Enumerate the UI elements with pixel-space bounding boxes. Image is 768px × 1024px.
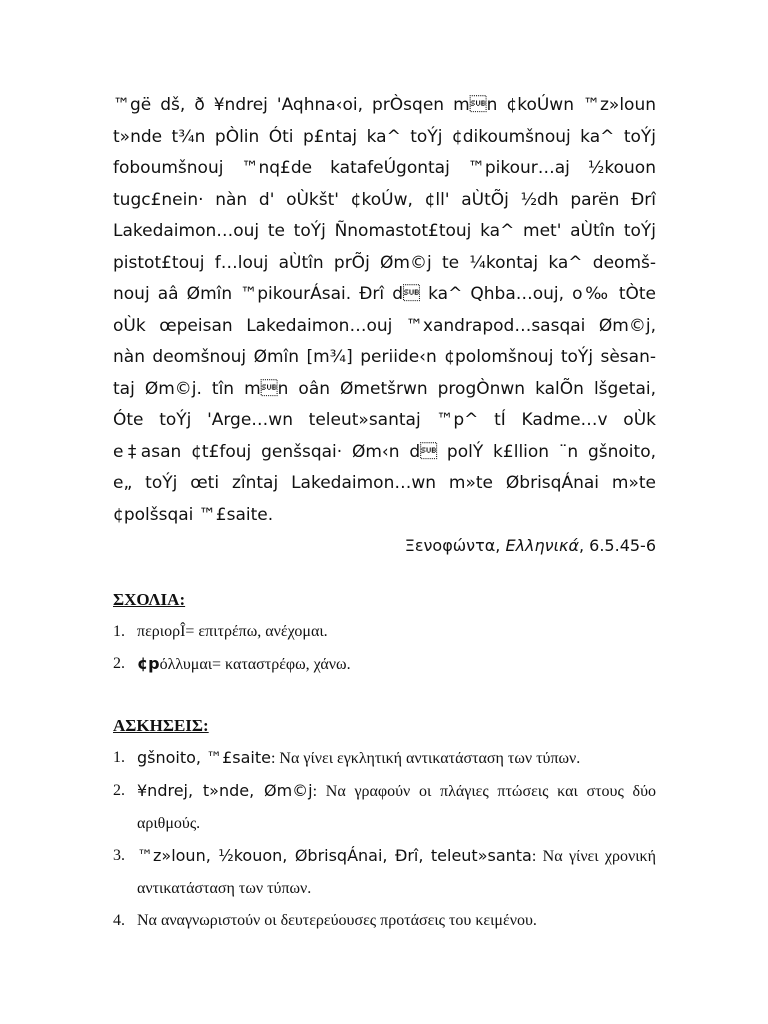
exercise-item bbox=[113, 742, 656, 775]
source-ref: , 6.5.45-6 bbox=[578, 536, 656, 555]
passage-line: e„ toÝj œti zîntaj Lakedaimon…wn m»te ØbrisqÁnai m»te bbox=[113, 473, 656, 493]
exercise-terms: gšnoito, ™£saite bbox=[137, 748, 271, 767]
exercise-terms: ¥ndrej, t»nde, Øm©j bbox=[137, 781, 313, 800]
passage-line: pistot£touj f…louj aÙtîn prÕj Øm©j te ¼kontaj ka^ deomš- bbox=[113, 252, 656, 273]
passage-line: ™gë dš, ð ¥ndrej 'Aqhna‹oi, prÒsqen mn ¢koÚwn ™z»loun bbox=[113, 95, 656, 115]
scholia-heading: ΣΧΟΛΙΑ: bbox=[113, 590, 186, 609]
passage-line: tugc£nein· nàn d' oÙkšt' ¢koÚw, ¢ll' aÙtÕj ½dh parën Ðrî bbox=[113, 189, 656, 210]
passage-line: nouj aâ Ømîn ™pikourÁsai. Ðrî d ka^ Qhba…ouj, o‰ tÒte bbox=[113, 284, 656, 304]
exercises-list bbox=[113, 742, 656, 937]
greek-passage bbox=[113, 90, 656, 531]
exercises-heading: ΑΣΚΗΣΕΙΣ: bbox=[113, 716, 209, 735]
exercise-terms: ™z»loun, ½kouon, ØbrisqÁnai, Ðrî, teleut»santa bbox=[137, 846, 532, 865]
passage-line: e‡asan ¢t£fouj genšsqai· Øm‹n d polÝ k£llion ¨n gšnoito, bbox=[113, 441, 656, 462]
passage-line: Lakedaimon…ouj te toÝj Ñnomastot£touj ka^ met' aÙtîn toÝj bbox=[113, 221, 656, 241]
passage-line: Óte toÝj 'Arge…wn teleut»santaj ™p^ tÍ Kadme…v oÙk bbox=[113, 410, 656, 430]
item-number: 1. bbox=[113, 749, 125, 766]
scholia-text: = επιτρέπω, ανέχομαι. bbox=[185, 623, 328, 640]
passage-line: ¢polšsqai ™£saite. bbox=[113, 504, 274, 525]
scholia-item bbox=[113, 616, 656, 648]
exercise-item bbox=[113, 840, 656, 905]
item-number: 3. bbox=[113, 847, 125, 864]
scholia-term: περιορÎ bbox=[137, 623, 186, 640]
passage-line: oÙk œpeisan Lakedaimon…ouj ™xandrapod…sasqai Øm©j, bbox=[113, 315, 656, 336]
scholia-term: ¢p bbox=[137, 654, 160, 673]
passage-line: taj Øm©j. tîn mn oân Ømetšrwn progÒnwn kalÕn lšgetai, bbox=[113, 378, 656, 399]
exercise-text: Να αναγνωριστούν οι δευτερεύουσες προτάσεις του κειμένου. bbox=[137, 912, 537, 929]
scholia-list bbox=[113, 616, 656, 681]
source-author: Ξενοφώντα, bbox=[404, 536, 501, 555]
passage-line: nàn deomšnouj Ømîn [m¾] periide‹n ¢polomšnouj toÝj sèsan- bbox=[113, 347, 656, 367]
passage-line: foboumšnouj ™nq£de katafeÚgontaj ™pikour…aj ½kouon bbox=[113, 158, 656, 178]
exercise-item bbox=[113, 905, 656, 937]
exercise-text: : Να γραφούν οι πλάγιες πτώσεις και στους δύο αριθμούς. bbox=[137, 783, 656, 832]
source-citation bbox=[405, 536, 656, 555]
scholia-item bbox=[113, 648, 656, 681]
passage-line: t»nde t¾n pÒlin Óti p£ntaj ka^ toÝj ¢dikoumšnouj ka^ toÝj bbox=[113, 126, 656, 147]
exercise-text: : Να γίνει χρονική αντικατάσταση των τύπων. bbox=[137, 848, 656, 897]
exercise-item bbox=[113, 775, 656, 840]
item-number: 1. bbox=[113, 623, 125, 640]
item-number: 4. bbox=[113, 912, 125, 929]
item-number: 2. bbox=[113, 655, 125, 672]
source-work: Ελληνικά bbox=[505, 536, 579, 555]
exercise-text: : Να γίνει εγκλητική αντικατάσταση των τύπων. bbox=[270, 750, 581, 767]
item-number: 2. bbox=[113, 782, 125, 799]
scholia-text: όλλυμαι= καταστρέφω, χάνω. bbox=[159, 656, 351, 673]
